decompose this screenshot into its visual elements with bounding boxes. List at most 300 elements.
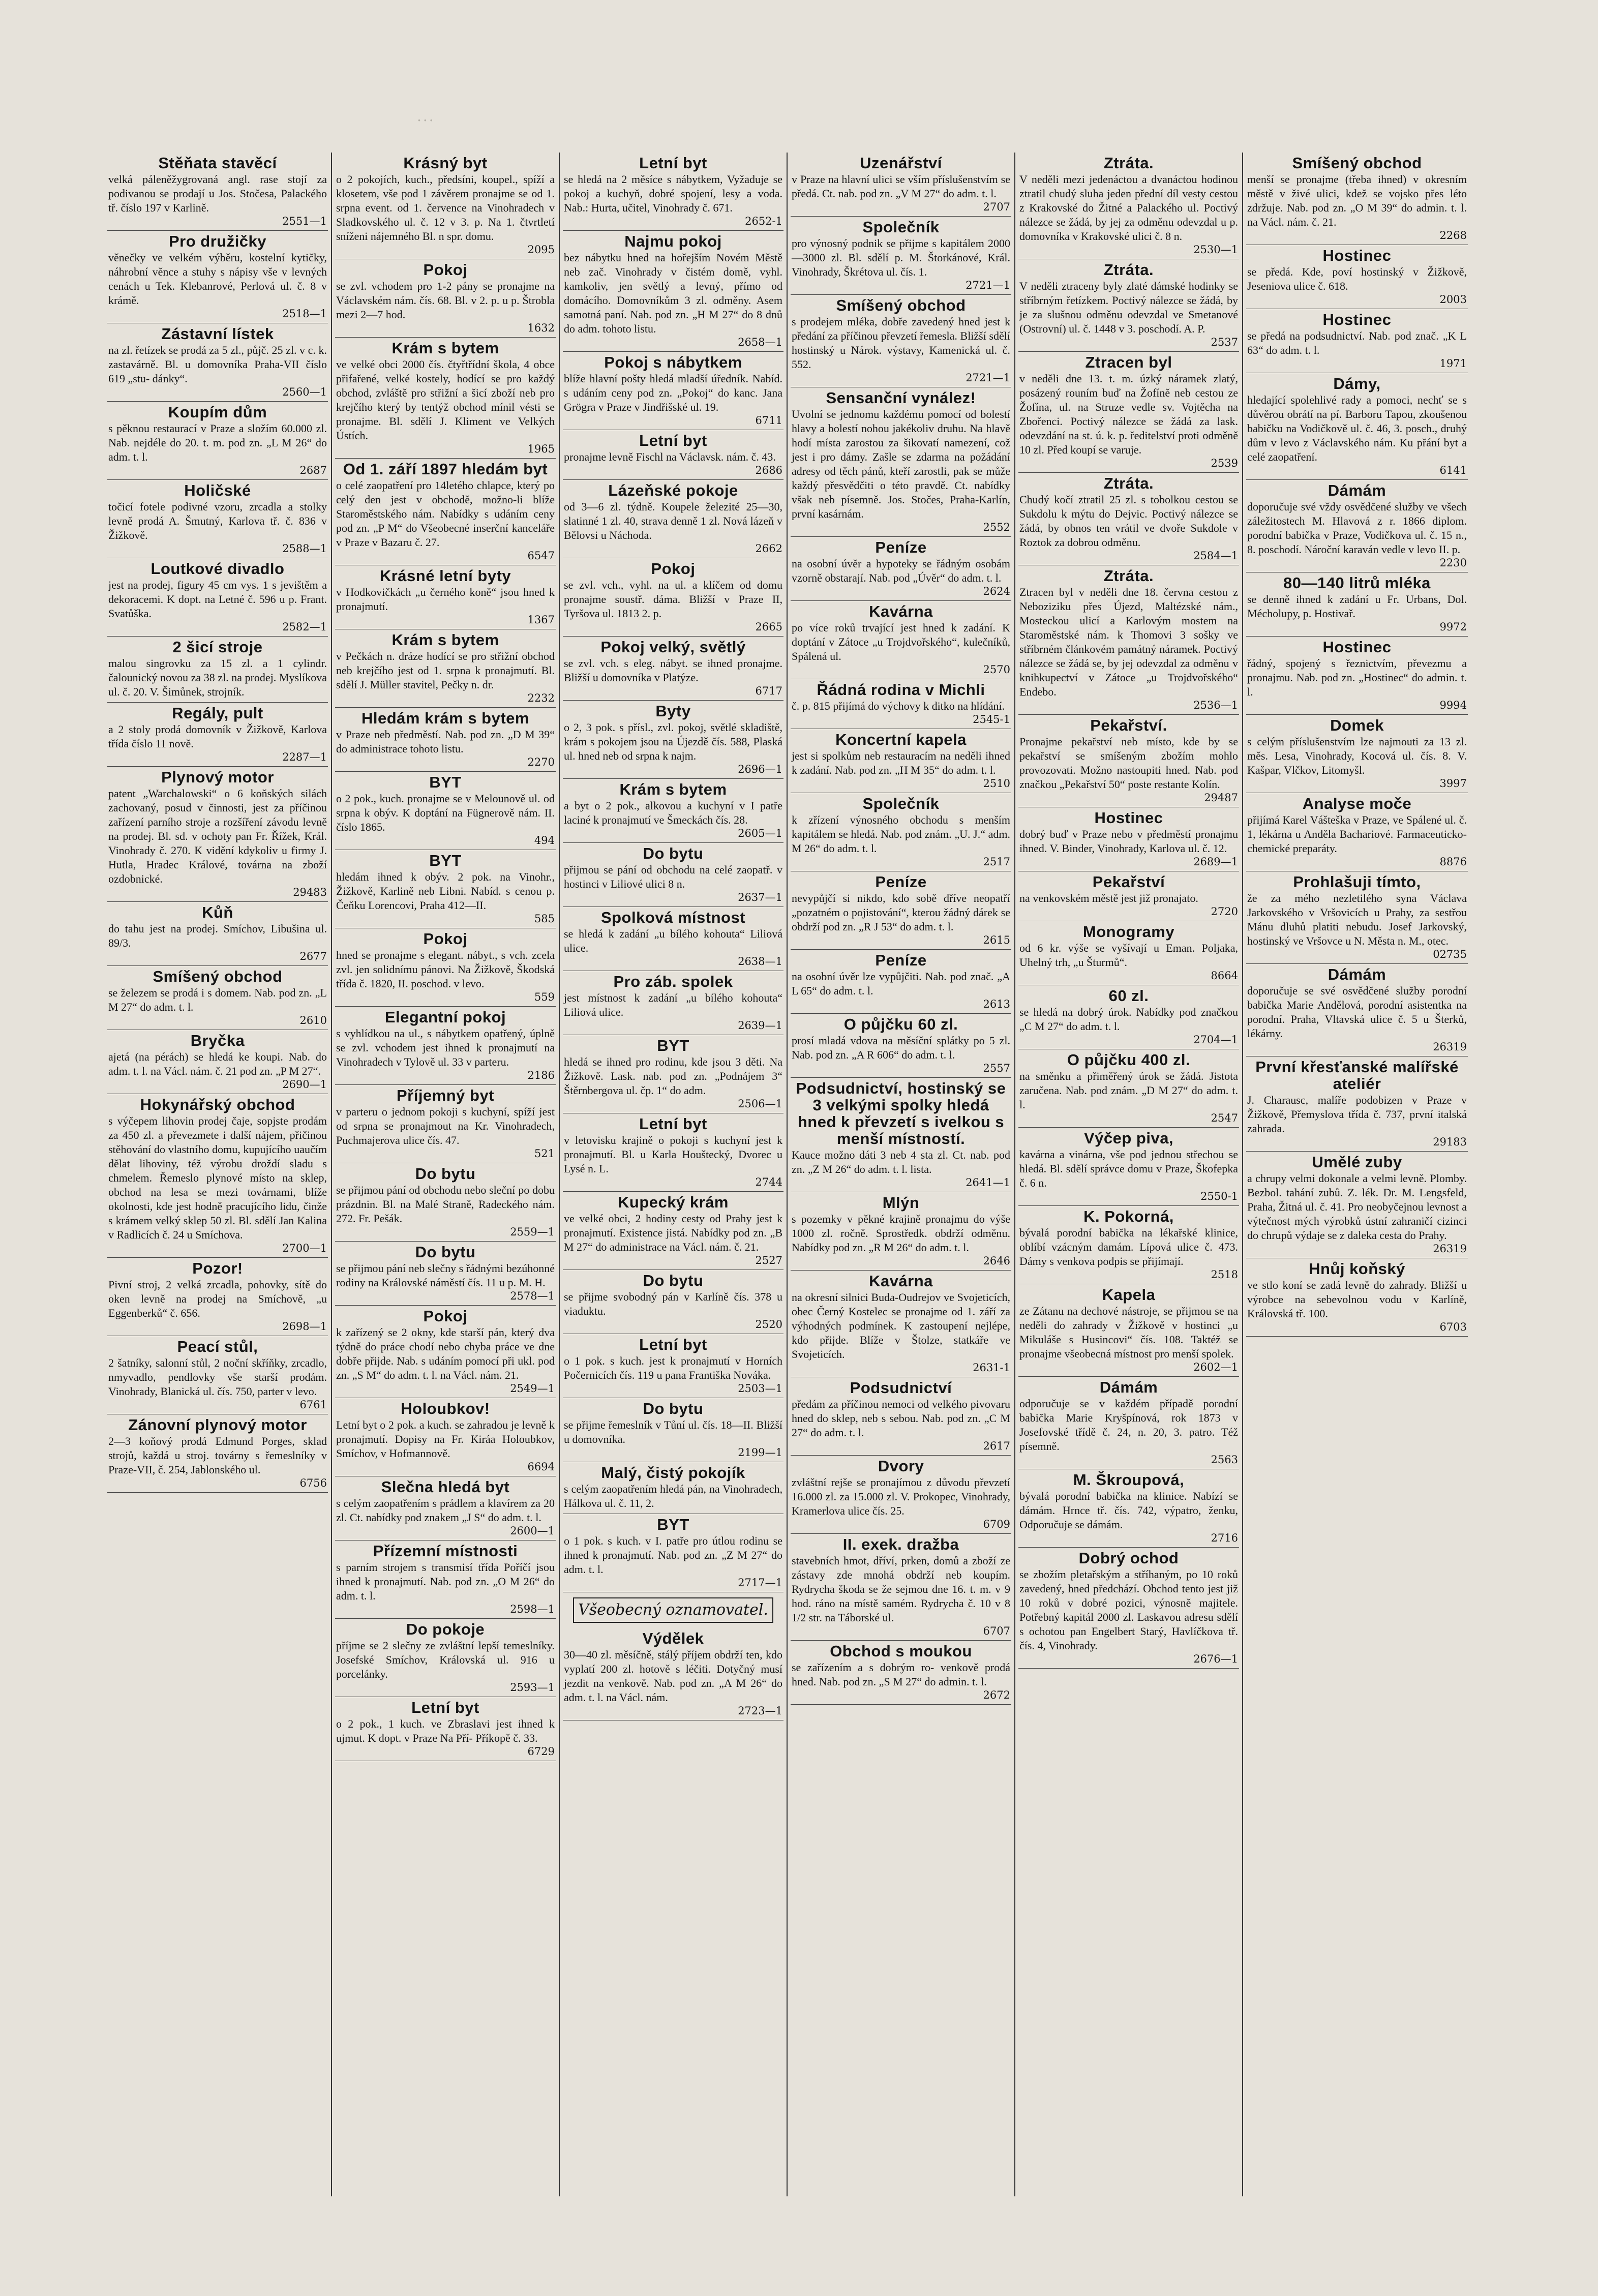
- ad-code: 2637—1: [738, 891, 782, 903]
- ad-code: 2582—1: [282, 621, 327, 633]
- ad-code: 2723—1: [738, 1705, 782, 1717]
- ad-body: se přijme svobodný pán v Karlíně čís. 378 u viaduktu.: [564, 1290, 782, 1317]
- classified-ad: [563, 971, 783, 1035]
- ad-headline: Obchod s moukou: [830, 1642, 972, 1660]
- ad-body: se hledá na 2 měsíce s nábytkem, Vyžaduje se pokoj a kuchyň, dobré spojení, lesy a voda. Nab.: Hurta, učitel, Vinohrady č. 671.: [564, 173, 782, 214]
- ad-headline: Pokoj: [423, 930, 468, 948]
- ad-headline: Koncertní kapela: [835, 731, 967, 748]
- ad-body: na venkovském městě jest již pronajato.: [1019, 892, 1198, 904]
- ad-headline: Dvory: [878, 1457, 924, 1475]
- classified-ad: [335, 1306, 556, 1398]
- classified-ad: [791, 295, 1011, 387]
- ad-body: se přijme řemeslník v Tůní ul. čís. 18—II. Bližší u domovníka.: [564, 1418, 782, 1445]
- ad-headline: Společník: [862, 218, 940, 236]
- ad-code: 1965: [527, 443, 555, 455]
- ad-code: 29487: [1204, 792, 1238, 804]
- ad-body: se přijmou pání od obchodu nebo sleční po dobu prázdnin. Bl. na Malé Straně, Radeckého nám. 272. Fr. Pešák.: [336, 1184, 555, 1225]
- ad-headline: Hnůj koňský: [1309, 1260, 1405, 1278]
- ad-body: Kauce možno dáti 3 neb 4 sta zl. Ct. nab. pod zn. „Z M 26“ do adm. t. l. lista.: [792, 1149, 1010, 1175]
- ad-body: se zařízením a s dobrým ro- venkově prodá hned. Nab. pod zn. „S M 27“ do admin. t. l.: [792, 1661, 1010, 1688]
- classified-ad: [335, 259, 556, 338]
- classified-ad: [1018, 921, 1239, 985]
- ad-body: o 1 pok. s kuch. jest k pronajmutí v Horních Počernicích čís. 119 u pana Františka Nováka.: [564, 1354, 782, 1381]
- ad-body: bez nábytku hned na hořejším Novém Městě neb zač. Vinohrady v čistém domě, vyhl. kamkoliv, jen světlý a levný, přímo od domácího. Domovníkům 3 zl. odměny. Asem samotná paní. Nab. pod zn. „H M 27“ do 8 dnů do adm. tohoto listu.: [564, 251, 782, 335]
- ad-headline: Společník: [862, 795, 940, 812]
- classified-ad: [791, 793, 1011, 871]
- ad-code: 2287—1: [282, 751, 327, 763]
- classified-ad: [1018, 871, 1239, 921]
- classified-ad: [1018, 473, 1239, 565]
- ad-headline: O půjčku 60 zl.: [843, 1015, 958, 1033]
- ad-columns: [104, 153, 1500, 2196]
- ad-code: 8876: [1439, 856, 1467, 868]
- ad-headline: Bryčka: [190, 1032, 245, 1049]
- classified-ad: [335, 1085, 556, 1163]
- ad-code: 2563: [1211, 1454, 1238, 1466]
- ad-body: 2 šatníky, salonní stůl, 2 noční skříňky, zrcadlo, nmyvadlo, pendlovky vše starší prodám. Vinohrady, Blanická ul. čís. 750, parter v levo.: [108, 1356, 327, 1398]
- ad-body: se předá. Kde, poví hostinský v Žižkově, Jeseniova ulice č. 618.: [1247, 265, 1467, 292]
- ad-body: patent „Warchalowski“ o 6 koňských silách zachovaný, posud v činnosti, jest za příčinou zařízení parního stroje a rozšíření závodu levně na prodej. Bl. sd. v ochoty pan Fr. Řížek, Král. Vinohrady č. 270. K vidění kdykoliv u firmy J. Hutla, Hradec Králové, továrna na zboží ozdobnické.: [108, 787, 327, 885]
- ad-code: 2744: [755, 1176, 782, 1188]
- ad-code: 2686: [755, 464, 782, 476]
- ad-body: pro výnosný podnik se přijme s kapitálem 2000—3000 zl. Bl. sdělí p. M. Štorkánové, Král. Vinohrady, Škrétova ul. čís. 1.: [792, 237, 1010, 278]
- ad-code: 2232: [527, 692, 555, 704]
- classified-ad: [791, 601, 1011, 679]
- ad-body: Uvolní se jednomu každému pomocí od bolestí hlavy a bolestí nohou jakékoliv druhu. Na hlavě hodí místa zarostou za šikovatí namezení, což jest i pro dámy. Zašle se zdarma na požádání adresy od těch pánů, kteří zarostli, pak se může každý přesvědčiti o této pravdě. Ct. nabídky však neb písemně. Jos. Stočes, Praha-Karlín, první kasárnám.: [792, 408, 1010, 520]
- ad-headline: Najmu pokoj: [624, 232, 722, 250]
- classified-ad: [107, 1030, 328, 1094]
- ad-code: 2631-1: [973, 1362, 1010, 1374]
- ad-headline: Krám s bytem: [619, 780, 727, 798]
- ad-headline: Monogramy: [1082, 923, 1175, 941]
- ad-code: 2696—1: [738, 763, 782, 775]
- ad-body: velká páleněžygrovaná angl. rase stojí za podivanou se prodají u Jos. Stočesa, Palackého tř. číslo 197 v Karlině.: [108, 173, 327, 214]
- classified-ad: [791, 1078, 1011, 1192]
- ad-code: 2658—1: [738, 336, 782, 348]
- classified-ad: [791, 217, 1011, 295]
- ad-headline: Pozor!: [192, 1259, 243, 1277]
- ad-code: 2550-1: [1200, 1190, 1238, 1202]
- classified-ad: [335, 1697, 556, 1761]
- ad-body: Chudý kočí ztratil 25 zl. s tobolkou cestou se Sukdolu k mýtu do Dejvic. Poctivý nálezce se žádá, by obnos ten vrátil ve dvoře Sukdole v Roztok za dobrou odměnu.: [1019, 493, 1238, 549]
- classified-ad: [563, 430, 783, 480]
- ad-body: s pěknou restaurací v Praze a složím 60.000 zl. Nab. nejdéle do 20. t. m. pod zn. „L M 26“ do adm. t. l.: [108, 422, 327, 463]
- ad-body: že za mého nezletilého syna Václava Jarkovského v Vršovicích u Prahy, za sestřou Mánu dluhů platiti nebudu. Josef Jarkovský, hostinský ve Vršovce u N. Města n. M., otec.: [1247, 892, 1467, 947]
- ad-code: 2539: [1211, 457, 1238, 469]
- ad-headline: Elegantní pokoj: [384, 1008, 506, 1026]
- ad-code: 2547: [1211, 1112, 1238, 1124]
- ad-code: 26319: [1433, 1041, 1467, 1053]
- ad-headline: Hostinec: [1322, 247, 1392, 264]
- ad-body: o 1 pok. s kuch. v I. patře pro útlou rodinu se ihned k pronajmutí. Nab. pod zn. „Z M 27“ do adm. t. l.: [564, 1534, 782, 1576]
- classified-ad: [563, 779, 783, 843]
- classified-ad: [791, 679, 1011, 729]
- ad-body: přijmou se pání od obchodu na celé zaopatř. v hostinci v Liliové ulici 8 n.: [564, 863, 782, 890]
- classified-ad: [1018, 807, 1239, 871]
- classified-ad: [1246, 153, 1468, 245]
- ad-code: 2605—1: [738, 827, 782, 839]
- ad-headline: Hostinec: [1322, 311, 1392, 328]
- classified-ad: [335, 1398, 556, 1476]
- ad-code: 3997: [1439, 777, 1467, 790]
- ad-body: ajetá (na pérách) se hledá ke koupi. Nab. do adm. t. l. na Václ. nám. č. 21 pod zn. „P M 27“.: [108, 1050, 327, 1077]
- classified-ad: [335, 1242, 556, 1306]
- ad-body: se denně ihned k zadání u Fr. Urbans, Dol. Mécholupy, p. Hostivař.: [1247, 593, 1467, 620]
- ad-column-3: [560, 153, 788, 2196]
- classified-ad: [335, 1619, 556, 1697]
- ad-headline: Dámám: [1328, 965, 1386, 983]
- ad-headline: Dobrý ochod: [1078, 1549, 1179, 1567]
- classified-ad: [1246, 871, 1468, 964]
- ad-headline: M. Škroupová,: [1073, 1471, 1185, 1489]
- ad-code: 2520: [755, 1318, 782, 1331]
- ad-code: 2517: [983, 856, 1010, 868]
- ad-code: 2527: [755, 1254, 782, 1266]
- ad-headline: Příjemný byt: [396, 1086, 495, 1104]
- ad-headline: Dámy,: [1333, 375, 1381, 392]
- classified-ad: [335, 338, 556, 459]
- classified-ad: [563, 1514, 783, 1592]
- ad-body: s výčepem lihovin prodej čaje, sopjste prodám za 450 zl. a převezmete i další nájem, přičinou stěhování do vlastního domu, kupujícího uaučím dělat lihoviny, též výrobu droždí sladu s chmelem. Řemeslo plynové místo na sklep, obchod na lesa se mezi továrnami, blíže okolnosti, kde jest hodně pracujícího lidu, činže s krámem velký sklep 50 zl. Bl. sdělí Jan Kalina v Radlicích č. 24 u Smíchova.: [108, 1114, 327, 1241]
- ad-code: 8664: [1211, 970, 1238, 982]
- ad-body: přijímá Karel Vášteška v Praze, ve Spálené ul. č. 1, lékárna u Anděla Bachariové. Farmaceuticko-chemické preparáty.: [1247, 813, 1467, 855]
- ad-headline: Domek: [1330, 716, 1384, 734]
- ad-body: s vyhlídkou na ul., s nábytkem opatřený, úplně se zvl. vchodem jest ihned k pronajmutí na Vinohradech v Tylově ul. 33 v parteru.: [336, 1027, 555, 1068]
- ad-code: 6709: [983, 1518, 1010, 1530]
- ad-headline: Ztráta.: [1103, 154, 1154, 172]
- classified-ad: [1018, 1206, 1239, 1284]
- ad-code: 2613: [983, 998, 1010, 1010]
- ad-headline: II. exek. dražba: [842, 1535, 959, 1553]
- ad-code: 2687: [299, 464, 327, 476]
- classified-ad: [791, 1377, 1011, 1456]
- ad-headline: Regály, pult: [172, 704, 263, 722]
- ad-body: s pozemky v pěkné krajině pronajmu do výše 1000 zl. ročně. Sprostředk. obdrží odměnu. Nabídky pod zn. „R M 26“ do adm. t. l.: [792, 1213, 1010, 1254]
- ad-body: prosí mladá vdova na měsíční splátky po 5 zl. Nab. pod zn. „A R 606“ do adm. t. l.: [792, 1034, 1010, 1061]
- ad-code: 2270: [527, 756, 555, 768]
- ad-body: na směnku a přiměřený úrok se žádá. Jistota zaručena. Nab. pod znám. „D M 27“ do adm. t. l.: [1019, 1070, 1238, 1111]
- ad-code: 2551—1: [282, 215, 327, 227]
- ad-headline: Loutkové divadlo: [150, 560, 285, 578]
- classified-ad: [107, 703, 328, 767]
- ad-headline: Malý, čistý pokojík: [601, 1464, 745, 1482]
- ad-code: 2536—1: [1193, 699, 1238, 711]
- ad-body: o 2, 3 pok. s přísl., zvl. pokoj, světlé skladiště, krám s pokojem jsou na Újezdě čís. 588, Plaská ul. hned neb od srpna k najm.: [564, 721, 782, 762]
- ad-code: 6711: [755, 414, 782, 427]
- classified-ad: [791, 729, 1011, 793]
- ad-body: V neděli mezi jedenáctou a dvanáctou hodinou ztratil chudý sluha jeden přední díl vesty cestou z Krakovské do Žitné a Palackého ul. Poctivý nálezce se žádá, by jej za odměnu odevzdal u p. domovníka v Krakovské ulici č. 8 n.: [1019, 173, 1238, 243]
- ad-code: 1632: [527, 322, 555, 334]
- ad-body: v neděli dne 13. t. m. úzký náramek zlatý, posázený rouním buď na Žofíně neb cestou ze Žofína, ul. na Struze vedle sv. Vojtěcha na Zbořenci. Poctivý nálezce se žádá za lask. odevzdání na st. ú. k. p. ředitelství proti odměně 10 zl. Před koupí se varuje.: [1019, 372, 1238, 456]
- classified-ad: [563, 1113, 783, 1192]
- ad-headline: Smíšený obchod: [836, 296, 966, 314]
- ad-body: se přijmou pání neb slečny s řádnými bezúhonné rodiny na Královské náměstí čís. 11 u p. M. H.: [336, 1262, 555, 1289]
- ad-body: se předá na podsudnictví. Nab. pod znač. „K L 63“ do adm. t. l.: [1247, 329, 1467, 356]
- ad-code: 26319: [1433, 1243, 1467, 1255]
- ad-body: k zařízený se 2 okny, kde starší pán, který dva týdně do práce chodí nebo chyba práce ve dne dobře přijde. Nab. s udáním pomocí při ukl. pod zn. „S M“ do adm. t. l. na Václ. nám. 21.: [336, 1326, 555, 1381]
- ad-code: 2716: [1211, 1532, 1238, 1544]
- classified-ad: [563, 153, 783, 231]
- ad-headline: Do bytu: [415, 1165, 476, 1183]
- ad-code: 2268: [1439, 229, 1467, 241]
- ad-code: 2610: [299, 1014, 327, 1026]
- ad-headline: Pekařství: [1092, 873, 1165, 891]
- ad-body: příjme se 2 slečny ze zvláštní lepší temeslníky. Josefské Smíchov, Královská ul. 916 u porcelánky.: [336, 1639, 555, 1680]
- ad-body: kavárna a vinárna, vše pod jednou střechou se hledá. Bl. sdělí správce domu v Praze, Škofepka č. 6 n.: [1019, 1148, 1238, 1189]
- ad-headline: Lázeňské pokoje: [608, 481, 738, 499]
- ad-code: 2510: [983, 777, 1010, 790]
- ad-code: 2638—1: [738, 955, 782, 968]
- classified-ad: [563, 637, 783, 701]
- ad-headline: Krásné letní byty: [379, 567, 511, 585]
- classified-ad: [563, 1462, 783, 1514]
- ad-code: 9994: [1439, 699, 1467, 711]
- classified-ad: [335, 153, 556, 259]
- ad-headline: Krám s bytem: [391, 631, 499, 649]
- ad-body: a 2 stoly prodá domovník v Žižkově, Karlova třída číslo 11 nově.: [108, 723, 327, 750]
- ad-body: s celým zaopatřením s prádlem a klavírem za 20 zl. Ct. nabídky pod znakem „J S“ do adm. t. l.: [336, 1497, 555, 1524]
- ad-code: 2230: [1439, 557, 1467, 569]
- ad-body: č. p. 815 přijímá do výchovy k ditko na hlídání.: [792, 700, 1005, 712]
- classified-ad: [335, 1007, 556, 1085]
- ad-headline: Letní byt: [639, 154, 707, 172]
- ad-headline: Dámám: [1099, 1378, 1158, 1396]
- ad-body: v Pečkách n. dráze hodící se pro střižní obchod neb krejčího jest od 1. srpna k pronajmutí. Bl. sdělí J. Müller stavitel, Pečky n. dr.: [336, 650, 555, 691]
- classified-ad: [563, 1628, 783, 1720]
- ad-headline: Pro družičky: [168, 232, 267, 250]
- boxed-heading: Všeobecný oznamovatel.: [573, 1597, 773, 1623]
- ad-headline: Letní byt: [639, 1115, 707, 1133]
- ad-headline: Kavárna: [869, 602, 933, 620]
- classified-ad: [563, 843, 783, 907]
- ad-code: 2560—1: [282, 386, 327, 398]
- classified-ad: [791, 387, 1011, 537]
- ad-code: 6141: [1439, 464, 1467, 476]
- ad-column-5: [1015, 153, 1243, 2196]
- ad-body: na okresní silnici Buda-Oudrejov ve Svojeticích, obec Černý Kostelec se pronajme od 1. září za výhodných podmínek. K zastoupení nejlépe, kdo přijde. Blíže v Štolze, statkáře ve Svojeticích.: [792, 1291, 1010, 1361]
- ad-headline: Krám s bytem: [391, 339, 499, 357]
- ad-code: 2677: [299, 950, 327, 962]
- ad-headline: Hostinec: [1094, 809, 1163, 827]
- classified-ad: [791, 153, 1011, 217]
- ad-headline: O půjčku 400 zl.: [1067, 1051, 1191, 1069]
- ad-code: 2593—1: [510, 1681, 555, 1694]
- ad-body: hledající spolehlivé rady a pomoci, nechť se s důvěrou obrátí na pí. Barboru Tapou, zkoušenou babičku na Vodičkově ul. č. 46, 3. posch., druhý dům v levo z Václavského nám. Ku přání byt a celé zaopatření.: [1247, 394, 1467, 463]
- classified-ad: [1246, 309, 1468, 373]
- ad-code: 2199—1: [738, 1446, 782, 1459]
- ad-body: Ztracen byl v neděli dne 18. června cestou z Neboziziku přes Újezd, Maltézské nám., Mosteckou ulicí a Karlovým mostem na Staroměstské nám. k Thomovi 3 sošky ve stříbrném článkovém památný náramek. Poctivý nálezce se žádá se, by jej odevzdal za odměnu v knihkupectví v Zátoce „u Trojdvořského“ Endebo.: [1019, 586, 1238, 698]
- classified-ad: [791, 1456, 1011, 1534]
- ad-body: o 2 pokojích, kuch., předsíni, koupel., spíží a klosetem, vše pod 1 závěrem pronajme se od 1. srpna event. od 1. července na Vinohradech v Sladkovského ul. č. 12 v 3. p. Na 1. čtvrtletí sníženi nájemného Bl. n spr. domu.: [336, 173, 555, 243]
- ad-body: V neděli ztraceny byly zlaté dámské hodinky se stříbrným řetízkem. Poctivý nálezce se žádá, by je za slušnou odměnu odevzdal ve Smetanové (Ostrovní) ul. č. 1448 v 3. poschodí. A. P.: [1019, 280, 1238, 335]
- ad-code: 2690—1: [282, 1078, 327, 1091]
- classified-ad: [335, 1476, 556, 1540]
- ad-body: věnečky ve velkém výběru, kostelní kytičky, náhrobní věnce a stuhy s nápisy vše v levných cenách u Tek. Klebanrové, Perlová ul. č. 8 v krámě.: [108, 251, 327, 307]
- ad-body: s celým příslušenstvím lze najmouti za 13 zl. měs. Lesa, Vinohrady, Kocová ul. čís. 8. V. Kašpar, Vlčkov, Litomyšl.: [1247, 735, 1467, 776]
- ad-code: 2700—1: [282, 1242, 327, 1254]
- classified-ad: [335, 850, 556, 928]
- ad-body: na osobní úvěr a hypoteky se řádným osobám vzorně obstarají. Nab. pod „Úvěr“ do adm. t. l.: [792, 557, 1010, 584]
- classified-ad: [563, 1192, 783, 1270]
- ad-code: 6717: [755, 685, 782, 697]
- ad-headline: Peníze: [875, 873, 927, 891]
- ad-headline: Koupím dům: [168, 403, 267, 421]
- ad-body: a byt o 2 pok., alkovou a kuchyní v I patře laciné k pronajmutí ve Šmeckách čís. 28.: [564, 799, 782, 826]
- ad-body: se zvl. vch. s eleg. nábyt. se ihned pronajme. Bližší u domovníka v Platýze.: [564, 657, 782, 684]
- ad-headline: Přízemní místnosti: [373, 1542, 518, 1560]
- classified-ad: [107, 231, 328, 323]
- classified-ad: [1246, 480, 1468, 572]
- ad-headline: Krásný byt: [403, 154, 488, 172]
- ad-headline: Ztráta.: [1103, 261, 1154, 279]
- classified-ad: [107, 323, 328, 402]
- classified-ad: [791, 1014, 1011, 1078]
- ad-body: pronajme levně Fischl na Václavsk. nám. č. 43.: [564, 450, 776, 463]
- classified-ad: [1018, 1128, 1239, 1206]
- ad-body: dobrý buď v Praze nebo v předměstí pronajmu ihned. V. Binder, Vinohrady, Karlova ul. č. 12.: [1019, 828, 1238, 855]
- ad-code: 2721—1: [966, 372, 1010, 384]
- ad-body: menší se pronajme (třeba ihned) v okresním městě v živé ulici, kdež se vojsko přes léto zdržuje. Nab. pod zn. „O M 39“ do admin. t. l. na Václ. nám. č. 21.: [1247, 173, 1467, 228]
- ad-body: J. Charausc, malíře podobizen v Praze v Žižkově, Přemyslova třída č. 737, první italská zahrada.: [1247, 1094, 1467, 1135]
- ad-headline: Ztracen byl: [1085, 353, 1172, 371]
- ad-code: 2545-1: [973, 713, 1010, 726]
- ad-headline: Do bytu: [415, 1243, 476, 1261]
- classified-ad: [1246, 1152, 1468, 1258]
- classified-ad: [107, 637, 328, 703]
- ad-body: s parním strojem s transmisí třída Poříčí jsou ihned k pronajmutí. Nab. pod zn. „O M 26“ do adm. t. l.: [336, 1561, 555, 1602]
- classified-ad: [1246, 637, 1468, 715]
- ad-body: ve stlo koní se zadá levně do zahrady. Bližší u výrobce na sebevolnou vodu v Karlíně, Královská tř. 100.: [1247, 1279, 1467, 1320]
- classified-ad: [563, 352, 783, 430]
- ad-code: 02735: [1433, 948, 1467, 960]
- ad-headline: K. Pokorná,: [1083, 1207, 1174, 1225]
- classified-ad: [1246, 1258, 1468, 1337]
- ad-headline: Hokynářský obchod: [140, 1096, 295, 1113]
- ad-body: bývalá porodní babička na klinice. Nabízí se dámám. Hrnce tř. čís. 742, výpatro, ženku, Odporučuje se dámám.: [1019, 1490, 1238, 1531]
- ad-code: 2518: [1211, 1268, 1238, 1281]
- classified-ad: [563, 558, 783, 637]
- ad-body: řádný, spojený s řeznictvím, převezmu a pronajmu. Nab. pod zn. „Hostinec“ do admin. t. l.: [1247, 657, 1467, 698]
- ad-headline: Uzenářství: [860, 154, 942, 172]
- classified-ad: [1018, 1377, 1239, 1469]
- ad-body: jest na prodej, figury 45 cm vys. 1 s jevištěm a dekoracemi. K dopt. na Letné č. 596 u p. Frant. Svatůška.: [108, 579, 327, 620]
- classified-ad: [563, 1270, 783, 1334]
- classified-ad: [1246, 373, 1468, 480]
- ad-headline: Spolková místnost: [600, 909, 746, 926]
- ad-headline: Byty: [655, 702, 691, 720]
- ad-headline: Od 1. září 1897 hledám byt: [343, 460, 548, 478]
- ad-headline: Dámám: [1328, 481, 1386, 499]
- ad-body: točicí fotele podivné vzoru, zrcadla a stolky levně prodá A. Šmutný, Karlova tř. č. 836 v Žižkově.: [108, 500, 327, 541]
- ad-code: 2186: [527, 1069, 555, 1081]
- ad-headline: Mlýn: [882, 1194, 920, 1212]
- ad-body: o 2 pok., 1 kuch. ve Zbraslavi jest ihned k ujmut. K dopt. v Praze Na Pří- Příkopě č. 33.: [336, 1717, 555, 1744]
- classified-ad: [335, 772, 556, 850]
- classified-ad: [1018, 1548, 1239, 1669]
- classified-ad: [107, 558, 328, 637]
- ad-headline: Smíšený obchod: [1292, 154, 1422, 172]
- ad-body: předám za příčinou nemoci od velkého pivovaru hned do sklep, neb s sebou. Nab. pod zn. „C M 27“ do adm. t. l.: [792, 1398, 1010, 1439]
- ad-headline: Hledám krám s bytem: [361, 709, 529, 727]
- ad-code: 2689—1: [1193, 856, 1238, 868]
- ad-code: 2652-1: [745, 215, 782, 227]
- ad-code: 1367: [527, 614, 555, 626]
- ad-code: 6761: [299, 1399, 327, 1411]
- ad-column-2: [332, 153, 560, 2196]
- ad-code: 2095: [527, 244, 555, 256]
- classified-ad: [107, 1094, 328, 1258]
- ad-body: jest si spolkům neb restauracím na neděli ihned k zadání. Nab. pod zn. „H M 35“ do adm. t. l.: [792, 749, 1010, 776]
- ad-headline: Kupecký krám: [618, 1193, 729, 1211]
- ad-body: v Praze neb předměstí. Nab. pod zn. „D M 39“ do administrace tohoto listu.: [336, 728, 555, 755]
- classified-ad: [107, 767, 328, 902]
- ad-code: 2717—1: [738, 1577, 782, 1589]
- ad-body: od 6 kr. výše se vyšívají u Eman. Poljaka, Uhelný trh, „u Šturmů“.: [1019, 942, 1238, 969]
- classified-ad: [335, 1163, 556, 1242]
- ad-body: hned se pronajme s elegant. nábyt., s vch. zcela zvl. jen solidnímu pánovi. Na Žižkově, Škodská třída č. 1820, II. poschod. v levo.: [336, 949, 555, 990]
- ad-headline: 2 šicí stroje: [172, 638, 263, 656]
- classified-ad: [1018, 1469, 1239, 1548]
- classified-ad: [1018, 352, 1239, 473]
- classified-ad: [107, 1414, 328, 1493]
- ad-headline: Smíšený obchod: [153, 968, 283, 985]
- ad-body: s celým zaopatřením hledá pán, na Vinohradech, Hálkova ul. č. 11, 2.: [564, 1483, 782, 1509]
- classified-ad: [791, 1192, 1011, 1271]
- ad-body: zvláštní rejše se pronajímou z důvodu převzetí 16.000 zl. za 15.000 zl. V. Prokopec, Vinohrady, Kramerlova ulice čís. 25.: [792, 1476, 1010, 1517]
- ad-code: 2672: [983, 1689, 1010, 1701]
- classified-ad: [107, 402, 328, 480]
- classified-ad: [1018, 1049, 1239, 1128]
- ad-headline: 60 zl.: [1108, 987, 1149, 1005]
- ad-code: 2598—1: [510, 1603, 555, 1615]
- ad-column-1: [104, 153, 332, 2196]
- ad-headline: Holičské: [184, 481, 251, 499]
- ad-headline: Pokoj s nábytkem: [604, 353, 742, 371]
- ad-code: 559: [534, 991, 555, 1003]
- ad-headline: Letní byt: [411, 1699, 479, 1716]
- classified-ad: [563, 231, 783, 352]
- ad-headline: Do bytu: [643, 1400, 704, 1417]
- classified-ad: [1018, 985, 1239, 1049]
- ad-headline: Stěňata stavěcí: [158, 154, 277, 172]
- ad-code: 2570: [983, 663, 1010, 676]
- classified-ad: [1246, 715, 1468, 793]
- ad-headline: Zástavní lístek: [161, 325, 274, 343]
- ad-headline: Kapela: [1102, 1286, 1156, 1304]
- ad-body: jest místnost k zadání „u bílého kohouta“ Liliová ulice.: [564, 991, 782, 1018]
- ad-body: na zl. řetízek se prodá za 5 zl., půjč. 25 zl. v c. k. zastavárně. Bl. u domovníka Praha-VII číslo 619 „stu- dánky“.: [108, 344, 327, 385]
- ad-body: na osobní úvěr lze vypůjčiti. Nab. pod znač. „A L 65“ do adm. t. l.: [792, 970, 1010, 997]
- classified-ad: [335, 928, 556, 1007]
- ad-headline: Umělé zuby: [1312, 1153, 1402, 1171]
- ad-headline: BYT: [657, 1516, 689, 1533]
- ad-body: ve velké obci 2000 čís. čtyřtřídní škola, 4 obce přifařené, velké kostely, hodící se pro každý obchod, zvláště pro střižní a šicí zboží neb pro krejčího který by tentýž obchod mínil vésti se pronajme. Bl. sdělí J. Kliment ve Velkých Ústích.: [336, 358, 555, 442]
- ad-body: hledá se ihned pro rodinu, kde jsou 3 děti. Na Žižkově. Lask. nab. pod zn. „Podnájem 3“ Štěrnbergova ul. čp. 1“ do adm.: [564, 1055, 782, 1097]
- ad-headline: Pokoj velký, světlý: [600, 638, 746, 656]
- ad-body: hledám ihned k obýv. 2 pok. na Vinohr., Žižkově, Karlině neb Libni. Nabíd. s cenou p. Čeňku Lorencovi, Praha 412—II.: [336, 870, 555, 912]
- ad-headline: Podsudnictví: [850, 1379, 952, 1397]
- ad-headline: Plynový motor: [161, 768, 274, 786]
- classified-ad: [791, 1534, 1011, 1641]
- classified-ad: [563, 1334, 783, 1398]
- ad-body: od 3—6 zl. týdně. Koupele železité 25—30, slatinné 1 zl. 40, strava denně 1 zl. Nová lázeň v Bělovsi u Náchoda.: [564, 500, 782, 541]
- ad-code: 2662: [755, 542, 782, 555]
- ad-column-6: [1243, 153, 1471, 2196]
- ad-body: blíže hlavní pošty hledá mladší úředník. Nabíd. s udáním ceny pod zn. „Pokoj“ do kanc. Jana Grögra v Praze v Jindřišské ul. 19.: [564, 372, 782, 413]
- ad-body: se hledá k zadání „u bílého kohouta“ Liliová ulice.: [564, 927, 782, 954]
- ad-code: 2506—1: [738, 1098, 782, 1110]
- ad-code: 2557: [983, 1062, 1010, 1074]
